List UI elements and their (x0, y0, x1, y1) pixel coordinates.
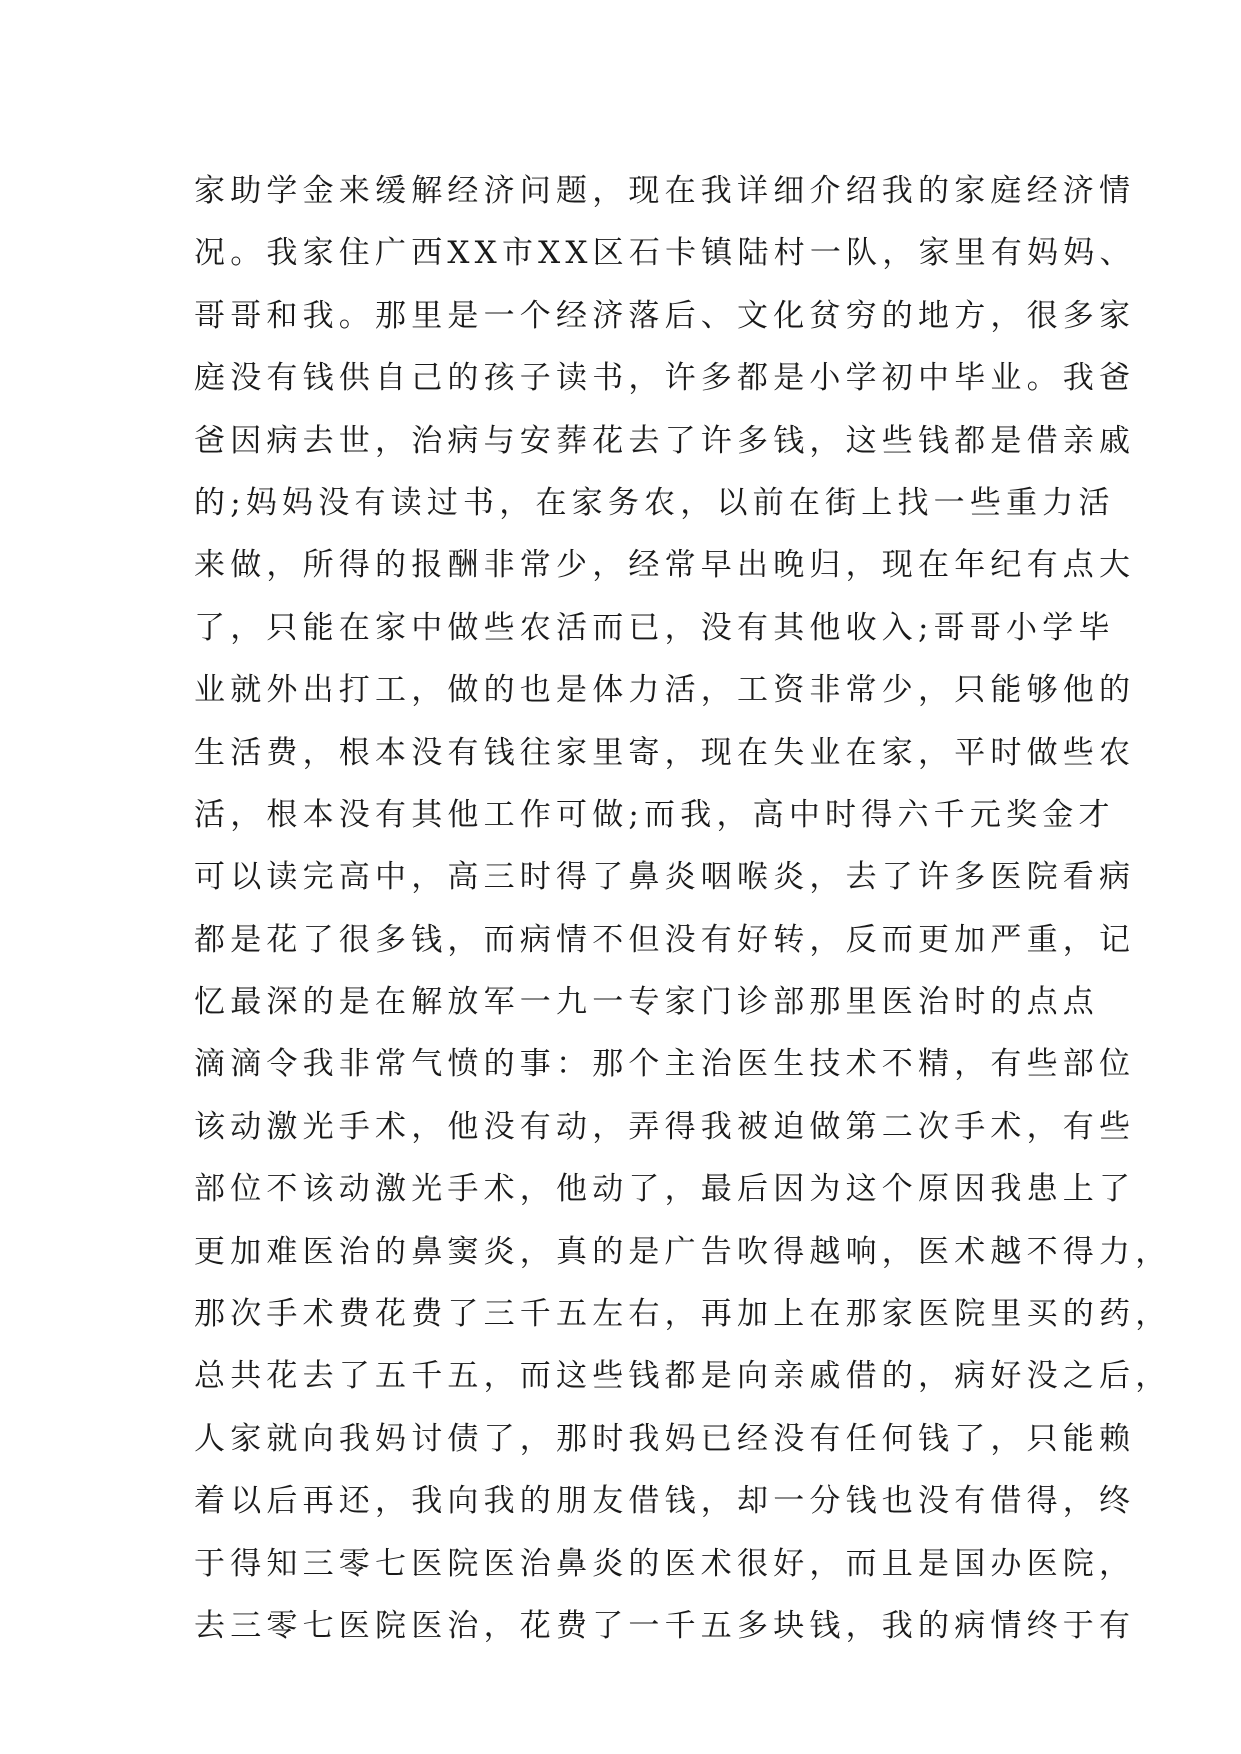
body-text (194, 160, 1172, 1657)
text-line: 部位不该动激光手术，他动了，最后因为这个原因我患上了 (194, 1171, 1136, 1208)
text-line: 那次手术费花费了三千五左右，再加上在那家医院里买的药， (194, 1296, 1172, 1333)
text-line: 人家就向我妈讨债了，那时我妈已经没有任何钱了，只能赖 (194, 1420, 1136, 1457)
text-line: 着以后再还，我向我的朋友借钱，却一分钱也没有借得，终 (194, 1483, 1136, 1520)
text-line: 业就外出打工，做的也是体力活，工资非常少，只能够他的 (194, 672, 1136, 709)
text-line: 爸因病去世，治病与安葬花去了许多钱，这些钱都是借亲戚 (194, 422, 1136, 459)
text-line: 况。我家住广西XX市XX区石卡镇陆村一队，家里有妈妈、 (194, 235, 1136, 272)
text-line: 总共花去了五千五，而这些钱都是向亲戚借的，病好没之后， (194, 1358, 1172, 1395)
text-line: 都是花了很多钱，而病情不但没有好转，反而更加严重，记 (194, 921, 1136, 958)
text-line: 忆最深的是在解放军一九一专家门诊部那里医治时的点点 (194, 984, 1099, 1021)
text-line: 的;妈妈没有读过书，在家务农，以前在街上找一些重力活 (194, 484, 1115, 521)
text-line: 该动激光手术，他没有动，弄得我被迫做第二次手术，有些 (194, 1108, 1136, 1145)
text-line: 庭没有钱供自己的孩子读书，许多都是小学初中毕业。我爸 (194, 360, 1136, 397)
text-line: 于得知三零七医院医治鼻炎的医术很好，而且是国办医院， (194, 1545, 1136, 1582)
text-line: 更加难医治的鼻窦炎，真的是广告吹得越响，医术越不得力， (194, 1233, 1172, 1270)
text-line: 生活费，根本没有钱往家里寄，现在失业在家，平时做些农 (194, 734, 1136, 771)
text-line: 家助学金来缓解经济问题，现在我详细介绍我的家庭经济情 (194, 173, 1136, 209)
text-line: 了，只能在家中做些农活而已，没有其他收入;哥哥小学毕 (194, 609, 1115, 646)
text-line: 去三零七医院医治，花费了一千五多块钱，我的病情终于有 (194, 1607, 1136, 1644)
text-line: 来做，所得的报酬非常少，经常早出晚归，现在年纪有点大 (194, 547, 1136, 584)
text-line: 可以读完高中，高三时得了鼻炎咽喉炎，去了许多医院看病 (194, 859, 1136, 896)
text-line: 活，根本没有其他工作可做;而我，高中时得六千元奖金才 (194, 796, 1115, 833)
text-line: 滴滴令我非常气愤的事：那个主治医生技术不精，有些部位 (194, 1046, 1136, 1083)
text-line: 哥哥和我。那里是一个经济落后、文化贫穷的地方，很多家 (194, 297, 1136, 334)
